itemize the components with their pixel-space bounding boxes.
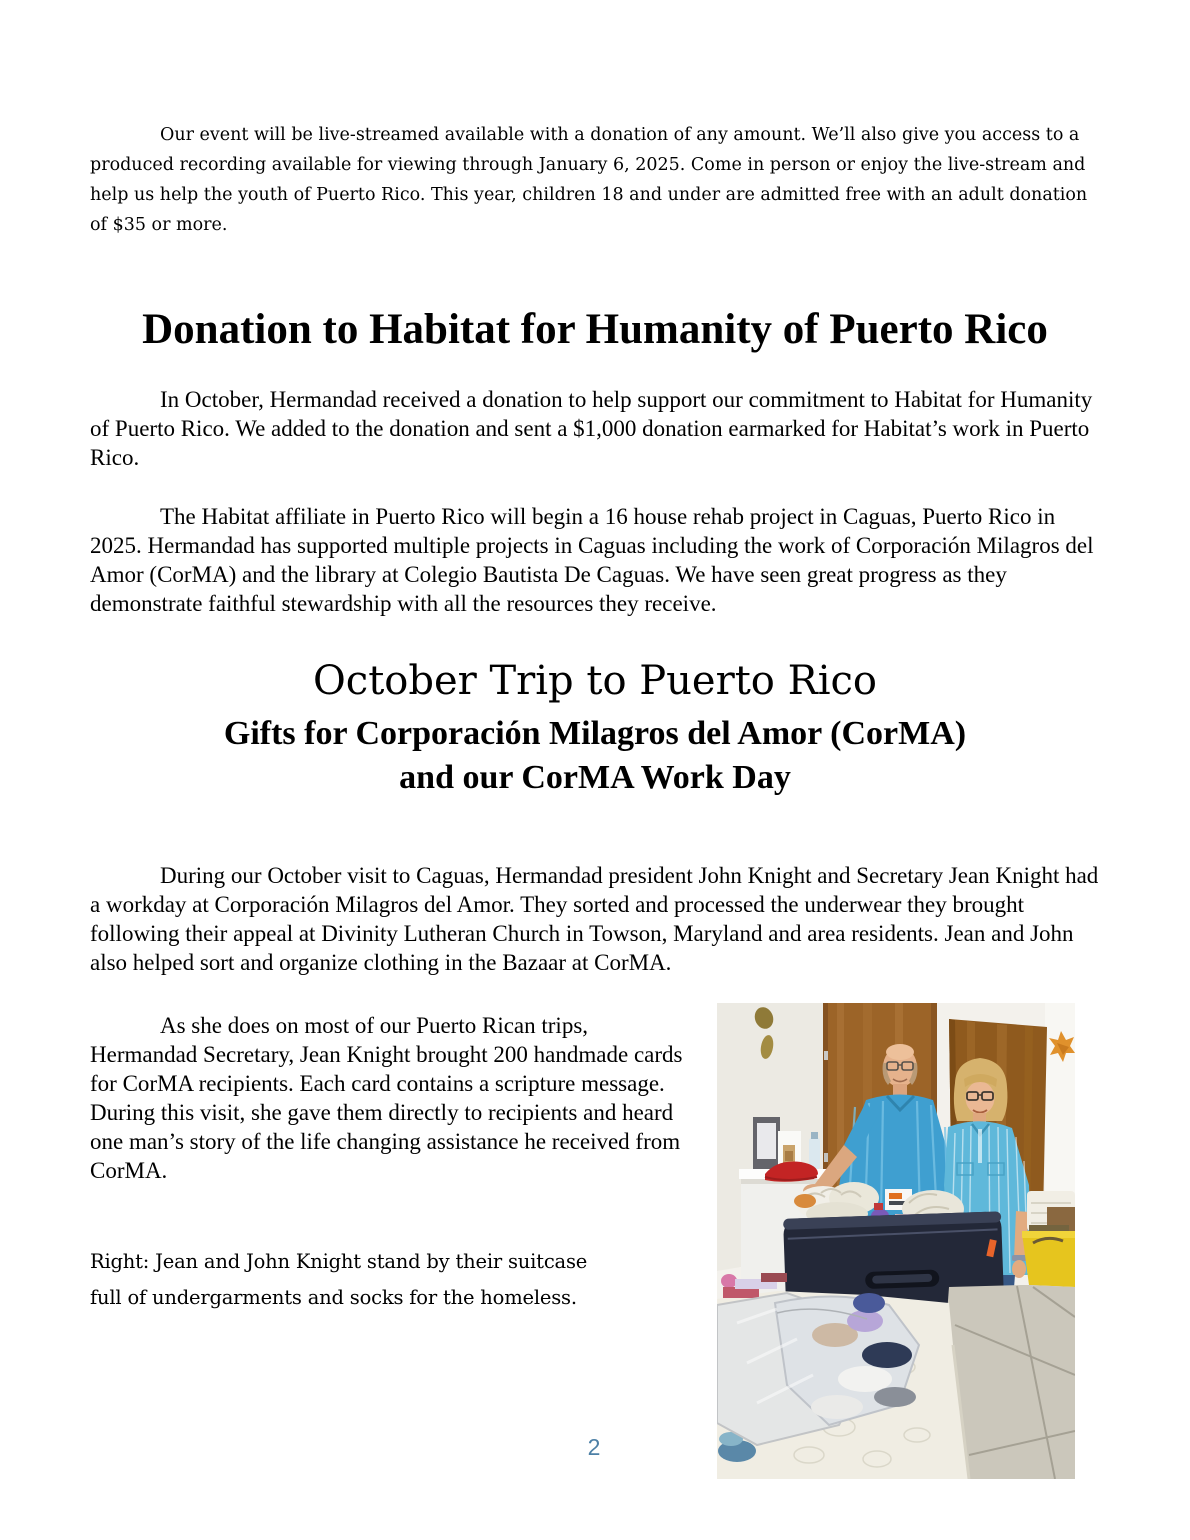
photo-caption: Right: Jean and John Knight stand by their suitcase full of undergarments and socks for the homeless. xyxy=(90,1249,588,1309)
paragraph-as-she-does: As she does on most of our Puerto Rican trips, Hermandad Secretary, Jean Knight brought 200 handmade cards for CorMA recipients. Each card contains a scripture message. During this visit, she gave them directly to recipients and heard one man’s story of the life changing assistance he received from CorMA. xyxy=(90,1013,683,1183)
section-heading-donation: Donation to Habitat for Humanity of Puerto Rico xyxy=(142,305,1048,353)
page-number: 2 xyxy=(587,1434,601,1460)
paragraph-during-visit: During our October visit to Caguas, Hermandad president John Knight and Secretary Jean Knight had a workday at Corporación Milagros del Amor. They sorted and processed the underwear they brought following their appeal at Divinity Lutheran Church in Towson, Maryland and area residents. Jean and John also helped sort and organize clothing in the Bazaar at CorMA. xyxy=(90,863,1099,975)
paragraph-habitat-affiliate: The Habitat affiliate in Puerto Rico will begin a 16 house rehab project in Caguas, Puerto Rico in 2025. Hermandad has supported multiple projects in Caguas including the work of Corporación Milagros del Amor (CorMA) and the library at Colegio Bautista De Caguas. We have seen great progress as they demonstrate faithful stewardship with all the resources they receive. xyxy=(90,504,1094,616)
subsection-heading-line2: and our CorMA Work Day xyxy=(399,759,791,796)
photo-jean-john-knight xyxy=(717,1003,1075,1479)
paragraph-in-october: In October, Hermandad received a donation to help support our commitment to Habitat for Humanity of Puerto Rico. We added to the donation and sent a $1,000 donation earmarked for Habitat’s work in Puerto Rico. xyxy=(90,387,1093,470)
subsection-heading-line1: Gifts for Corporación Milagros del Amor (CorMA) xyxy=(223,715,967,752)
section-heading-october-trip: October Trip to Puerto Rico xyxy=(313,657,877,704)
intro-paragraph: Our event will be live-streamed available with a donation of any amount. We’ll also give you access to a produced recording available for viewing through January 6, 2025. Come in person or enjoy the live-stream and help us help the youth of Puerto Rico. This year, children 18 and under are admitted free with an adult donation of $35 or more. xyxy=(90,124,1088,235)
subsection-heading-gifts xyxy=(0,712,1190,800)
